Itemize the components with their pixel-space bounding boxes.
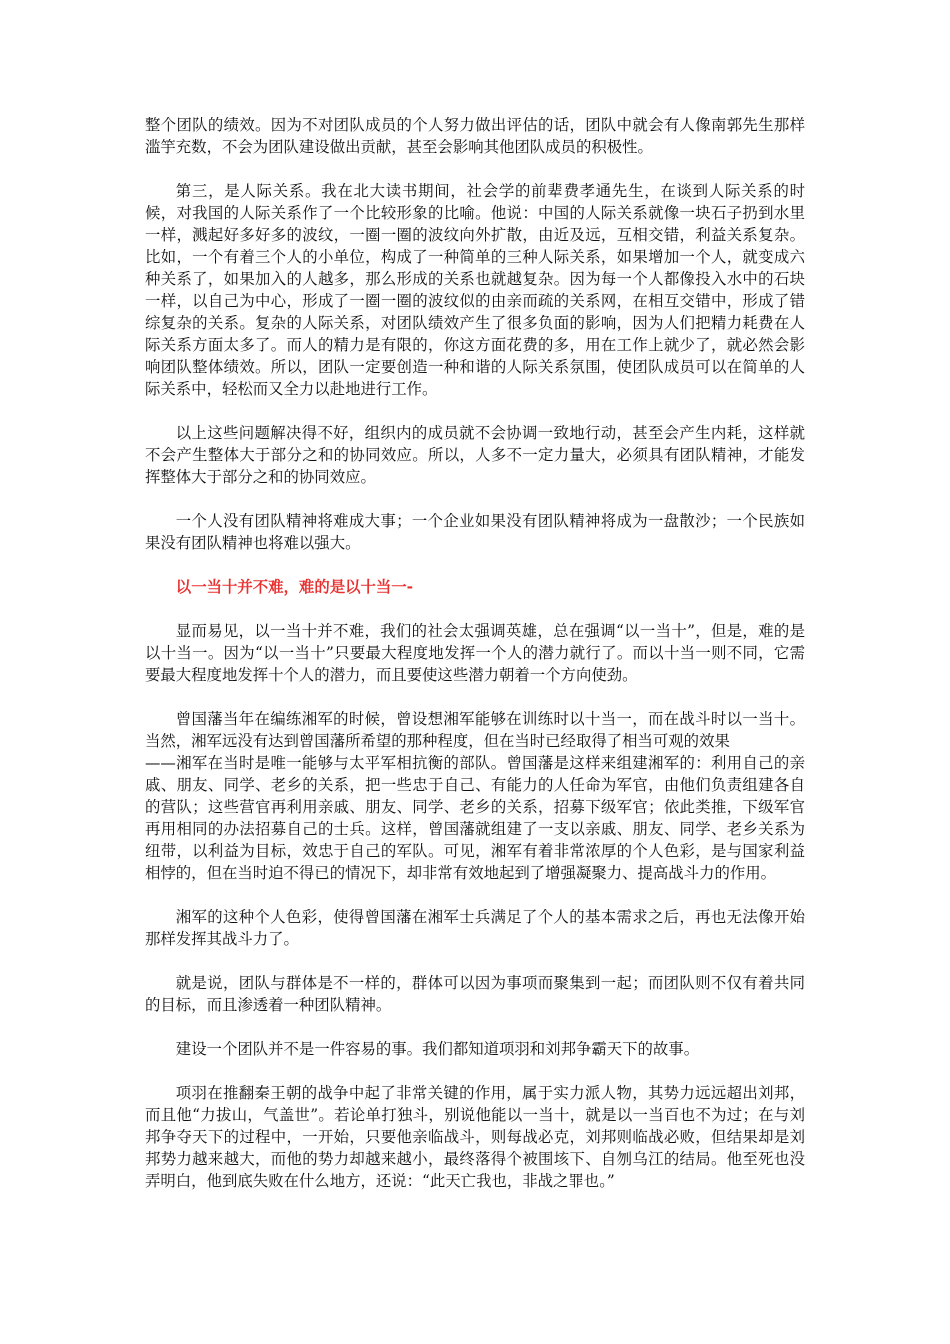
- section-heading: 以一当十并不难，难的是以十当一-: [175, 578, 414, 596]
- document-page: [145, 114, 805, 1214]
- paragraph-xiang-army: 湘军的这种个人色彩，使得曾国藩在湘军士兵满足了个人的基本需求之后，再也无法像开始那样发挥其战斗力了。: [145, 908, 805, 948]
- paragraph-line: ——湘军在当时是唯一能够与太平军相抗衡的部队。曾国藩是这样来组建湘军的：利用自己的亲戚、朋友、同学、老乡的关系，把一些忠于自己、有能力的人任命为军官，由他们负责组建各自的营队；这些营官再利用亲戚、朋友、同学、老乡的关系，招募下级军官；依此类推，下级军官再用相同的办法招募自己的士兵。这样，曾国藩就组建了一支以亲戚、朋友、同学、老乡关系为纽带，以利益为目标，效忠于自己的军队。可见，湘军有着非常浓厚的个人色彩，是与国家利益相悖的，但在当时迫不得已的情况下，却非常有效地起到了增强凝聚力、提高战斗力的作用。: [145, 754, 805, 882]
- paragraph-team-spirit: 一个人没有团队精神将难成大事；一个企业如果没有团队精神将成为一盘散沙；一个民族如果没有团队精神也将难以强大。: [145, 512, 805, 552]
- paragraph-line: 曾国藩当年在编练湘军的时候，曾设想湘军能够在训练时以十当一，而在战斗时以一当十。当然，湘军远没有达到曾国藩所希望的那种程度，但在当时已经取得了相当可观的效果: [145, 710, 805, 750]
- paragraph-xiang-yu: 项羽在推翻秦王朝的战争中起了非常关键的作用，属于实力派人物，其势力远远超出刘邦，而且他“力拔山，气盖世”。若论单打独斗，别说他能以一当十，就是以一当百也不为过；在与刘邦争夺天下的过程中，一开始，只要他亲临战斗，则每战必克，刘邦则临战必败，但结果却是刘邦势力越来越大，而他的势力却越来越小，最终落得个被围垓下、自刎乌江的结局。他至死也没弄明白，他到底失败在什么地方，还说：“此天亡我也，非战之罪也。”: [145, 1084, 805, 1190]
- paragraph-team-performance: 整个团队的绩效。因为不对团队成员的个人努力做出评估的话，团队中就会有人像南郭先生那样滥竽充数，不会为团队建设做出贡献，甚至会影响其他团队成员的积极性。: [145, 116, 805, 156]
- paragraph-ten-as-one: 显而易见，以一当十并不难，我们的社会太强调英雄，总在强调“以一当十”，但是，难的是以十当一。因为“以一当十”只要最大程度地发挥一个人的潜力就行了。而以十当一则不同，它需要最大程度地发挥十个人的潜力，而且要使这些潜力朝着一个方向使劲。: [145, 622, 805, 684]
- paragraph-zeng-guofan: [145, 708, 805, 884]
- paragraph-xiang-liu-story: 建设一个团队并不是一件容易的事。我们都知道项羽和刘邦争霸天下的故事。: [175, 1040, 700, 1058]
- paragraph-interpersonal-relations: 第三，是人际关系。我在北大读书期间，社会学的前辈费孝通先生，在谈到人际关系的时候，对我国的人际关系作了一个比较形象的比喻。他说：中国的人际关系就像一块石子扔到水里一样，溅起好多好多的波纹，一圈一圈的波纹向外扩散，由近及远，互相交错，利益关系复杂。比如，一个有着三个人的小单位，构成了一种简单的三种人际关系，如果增加一个人，就变成六种关系了，如果加入的人越多，那么形成的关系也就越复杂。因为每一个人都像投入水中的石块一样，以自己为中心，形成了一圈一圈的波纹似的由亲而疏的关系网，在相互交错中，形成了错综复杂的关系。复杂的人际关系，对团队绩效产生了很多负面的影响，因为人们把精力耗费在人际关系方面太多了。而人的精力是有限的，你这方面花费的多，用在工作上就少了，就必然会影响团队整体绩效。所以，团队一定要创造一种和谐的人际关系氛围，使团队成员可以在简单的人际关系中，轻松而又全力以赴地进行工作。: [145, 182, 805, 398]
- paragraph-team-vs-group: 就是说，团队与群体是不一样的，群体可以因为事项而聚集到一起；而团队则不仅有着共同的目标，而且渗透着一种团队精神。: [145, 974, 805, 1014]
- paragraph-synergy: 以上这些问题解决得不好，组织内的成员就不会协调一致地行动，甚至会产生内耗，这样就不会产生整体大于部分之和的协同效应。所以，人多不一定力量大，必须具有团队精神，才能发挥整体大于部分之和的协同效应。: [145, 424, 805, 486]
